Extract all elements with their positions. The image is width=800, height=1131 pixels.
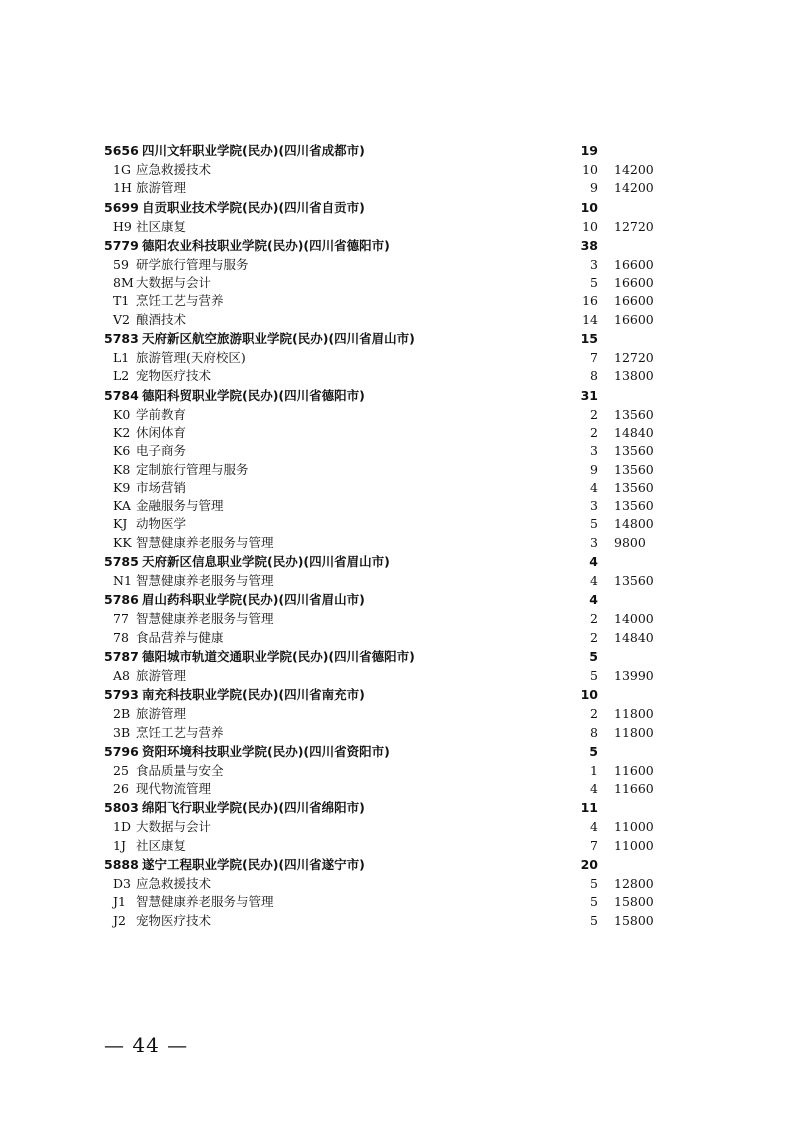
- major-tuition: 13800: [614, 368, 654, 384]
- major-row: [0, 256, 800, 274]
- major-row: [0, 179, 800, 197]
- major-row: [0, 274, 800, 292]
- major-tuition: 12720: [614, 350, 654, 366]
- major-row: [0, 762, 800, 780]
- school-row: [0, 198, 800, 218]
- major-tuition: 12800: [614, 876, 654, 892]
- major-code: 25: [113, 762, 129, 778]
- major-name: 食品质量与安全: [136, 762, 224, 778]
- major-name: 旅游管理: [136, 180, 187, 196]
- major-tuition: 13990: [614, 667, 654, 683]
- major-code: K9: [113, 479, 131, 495]
- school-plan-count: 5: [589, 648, 598, 664]
- major-plan-count: 3: [590, 443, 598, 459]
- major-tuition: 14840: [614, 424, 654, 440]
- major-code: L1: [113, 350, 130, 366]
- school-block: [0, 685, 800, 742]
- school-block: [0, 552, 800, 590]
- major-name: 宠物医疗技术: [136, 368, 212, 384]
- school-code: 5784: [104, 387, 139, 403]
- major-row: [0, 818, 800, 836]
- major-name: 休闲体育: [136, 424, 187, 440]
- school-row: [0, 647, 800, 667]
- school-block: [0, 141, 800, 198]
- school-code: 5796: [104, 743, 139, 759]
- major-row: [0, 424, 800, 442]
- major-plan-count: 4: [590, 819, 598, 835]
- major-row: [0, 572, 800, 590]
- school-block: [0, 647, 800, 685]
- school-code: 5787: [104, 648, 139, 664]
- major-row: [0, 912, 800, 930]
- major-tuition: 16600: [614, 256, 654, 272]
- major-name: 旅游管理: [136, 706, 187, 722]
- major-row: [0, 515, 800, 533]
- major-tuition: 9800: [614, 534, 646, 550]
- major-code: KJ: [113, 516, 128, 532]
- major-name: 酿酒技术: [136, 311, 187, 327]
- major-code: K0: [113, 406, 131, 422]
- school-name: 天府新区信息职业学院(民办)(四川省眉山市): [142, 554, 390, 570]
- major-tuition: 11000: [614, 819, 654, 835]
- major-row: [0, 837, 800, 855]
- major-tuition: 11000: [614, 837, 654, 853]
- major-code: KA: [113, 498, 131, 514]
- school-row: [0, 386, 800, 406]
- school-code: 5785: [104, 554, 139, 570]
- school-plan-count: 4: [589, 592, 598, 608]
- major-row: [0, 218, 800, 236]
- school-name: 德阳科贸职业学院(民办)(四川省德阳市): [142, 387, 365, 403]
- major-name: 大数据与会计: [136, 275, 212, 291]
- school-block: [0, 798, 800, 855]
- major-tuition: 13560: [614, 443, 654, 459]
- major-code: 1G: [113, 162, 131, 177]
- school-plan-count: 20: [580, 857, 598, 873]
- major-plan-count: 10: [582, 162, 598, 177]
- major-name: 烹饪工艺与营养: [136, 293, 224, 309]
- major-row: [0, 724, 800, 742]
- school-code: 5783: [104, 331, 139, 347]
- school-block: [0, 198, 800, 236]
- school-code: 5656: [104, 143, 139, 158]
- school-name: 资阳环境科技职业学院(民办)(四川省资阳市): [142, 743, 390, 759]
- major-code: N1: [113, 573, 132, 589]
- major-tuition: 11800: [614, 724, 654, 740]
- school-name: 南充科技职业学院(民办)(四川省南充市): [142, 687, 365, 703]
- major-code: 1D: [113, 819, 131, 835]
- major-tuition: 12720: [614, 218, 654, 234]
- major-plan-count: 7: [590, 350, 598, 366]
- major-code: L2: [113, 368, 130, 384]
- major-name: 社区康复: [136, 218, 187, 234]
- major-row: [0, 161, 800, 179]
- major-plan-count: 14: [582, 311, 598, 327]
- major-plan-count: 3: [590, 256, 598, 272]
- school-plan-count: 10: [580, 687, 598, 703]
- major-code: J1: [113, 894, 126, 910]
- school-code: 5793: [104, 687, 139, 703]
- major-row: [0, 479, 800, 497]
- school-row: [0, 552, 800, 572]
- school-row: [0, 590, 800, 610]
- major-code: 1H: [113, 180, 132, 196]
- school-block: [0, 329, 800, 386]
- major-tuition: 14200: [614, 180, 654, 196]
- major-name: 智慧健康养老服务与管理: [136, 894, 274, 910]
- major-plan-count: 16: [582, 293, 598, 309]
- major-plan-count: 2: [590, 629, 598, 645]
- major-name: 智慧健康养老服务与管理: [136, 611, 274, 627]
- major-row: [0, 349, 800, 367]
- major-row: [0, 629, 800, 647]
- major-name: 市场营销: [136, 479, 187, 495]
- major-plan-count: 7: [590, 837, 598, 853]
- major-name: 学前教育: [136, 406, 187, 422]
- major-name: 智慧健康养老服务与管理: [136, 534, 274, 550]
- school-block: [0, 742, 800, 799]
- major-plan-count: 3: [590, 534, 598, 550]
- major-code: K6: [113, 443, 131, 459]
- major-plan-count: 5: [590, 894, 598, 910]
- major-tuition: 15800: [614, 894, 654, 910]
- school-name: 自贡职业技术学院(民办)(四川省自贡市): [142, 199, 365, 215]
- major-name: 现代物流管理: [136, 781, 212, 797]
- major-name: 应急救援技术: [136, 876, 212, 892]
- school-name: 四川文轩职业学院(民办)(四川省成都市): [142, 143, 365, 158]
- major-row: [0, 610, 800, 628]
- major-name: 电子商务: [136, 443, 187, 459]
- major-name: 旅游管理: [136, 667, 187, 683]
- major-row: [0, 406, 800, 424]
- major-row: [0, 875, 800, 893]
- major-plan-count: 5: [590, 516, 598, 532]
- major-tuition: 16600: [614, 311, 654, 327]
- school-plan-count: 5: [589, 743, 598, 759]
- major-plan-count: 1: [590, 762, 598, 778]
- major-code: A8: [113, 667, 130, 683]
- school-row: [0, 685, 800, 705]
- major-tuition: 15800: [614, 912, 654, 928]
- school-block: [0, 590, 800, 647]
- major-plan-count: 10: [582, 218, 598, 234]
- school-plan-count: 38: [580, 237, 598, 253]
- major-name: 宠物医疗技术: [136, 912, 212, 928]
- major-plan-count: 9: [590, 180, 598, 196]
- major-name: 大数据与会计: [136, 819, 212, 835]
- major-plan-count: 2: [590, 424, 598, 440]
- school-code: 5699: [104, 199, 139, 215]
- major-row: [0, 367, 800, 385]
- major-code: H9: [113, 218, 132, 234]
- major-row: [0, 292, 800, 310]
- major-row: [0, 705, 800, 723]
- major-tuition: 16600: [614, 275, 654, 291]
- major-row: [0, 442, 800, 460]
- school-name: 德阳农业科技职业学院(民办)(四川省德阳市): [142, 237, 390, 253]
- school-name: 德阳城市轨道交通职业学院(民办)(四川省德阳市): [142, 648, 415, 664]
- school-plan-count: 19: [580, 143, 598, 158]
- school-name: 绵阳飞行职业学院(民办)(四川省绵阳市): [142, 800, 365, 816]
- major-tuition: 13560: [614, 573, 654, 589]
- school-block: [0, 236, 800, 329]
- major-plan-count: 5: [590, 876, 598, 892]
- major-plan-count: 2: [590, 611, 598, 627]
- school-row: [0, 329, 800, 349]
- major-plan-count: 4: [590, 573, 598, 589]
- school-code: 5779: [104, 237, 139, 253]
- major-name: 智慧健康养老服务与管理: [136, 573, 274, 589]
- major-name: 动物医学: [136, 516, 187, 532]
- major-code: 3B: [113, 724, 131, 740]
- major-row: [0, 893, 800, 911]
- major-plan-count: 5: [590, 667, 598, 683]
- major-tuition: 13560: [614, 498, 654, 514]
- school-block: [0, 855, 800, 930]
- major-name: 烹饪工艺与营养: [136, 724, 224, 740]
- major-tuition: 11660: [614, 781, 654, 797]
- major-row: [0, 461, 800, 479]
- major-name: 食品营养与健康: [136, 629, 224, 645]
- enrollment-plan-list: [0, 141, 800, 930]
- major-plan-count: 3: [590, 498, 598, 514]
- major-name: 金融服务与管理: [136, 498, 224, 514]
- school-plan-count: 31: [580, 387, 598, 403]
- major-row: [0, 534, 800, 552]
- major-code: 77: [113, 611, 129, 627]
- page-number: — 44 —: [104, 1033, 189, 1057]
- major-row: [0, 311, 800, 329]
- major-plan-count: 8: [590, 368, 598, 384]
- major-code: 8M: [113, 275, 134, 291]
- major-tuition: 13560: [614, 461, 654, 477]
- major-row: [0, 667, 800, 685]
- major-code: V2: [113, 311, 130, 327]
- school-row: [0, 855, 800, 875]
- major-code: 59: [113, 256, 129, 272]
- school-row: [0, 236, 800, 256]
- school-name: 眉山药科职业学院(民办)(四川省眉山市): [142, 592, 365, 608]
- major-plan-count: 4: [590, 781, 598, 797]
- major-name: 应急救援技术: [136, 162, 212, 177]
- major-code: K8: [113, 461, 131, 477]
- major-tuition: 14800: [614, 516, 654, 532]
- major-plan-count: 4: [590, 479, 598, 495]
- major-plan-count: 2: [590, 706, 598, 722]
- major-plan-count: 2: [590, 406, 598, 422]
- major-code: KK: [113, 534, 132, 550]
- major-row: [0, 780, 800, 798]
- school-plan-count: 10: [580, 199, 598, 215]
- major-tuition: 13560: [614, 479, 654, 495]
- major-code: 2B: [113, 706, 131, 722]
- school-name: 遂宁工程职业学院(民办)(四川省遂宁市): [142, 857, 365, 873]
- school-name: 天府新区航空旅游职业学院(民办)(四川省眉山市): [142, 331, 415, 347]
- major-code: T1: [113, 293, 130, 309]
- major-tuition: 11800: [614, 706, 654, 722]
- major-code: 26: [113, 781, 129, 797]
- school-row: [0, 742, 800, 762]
- major-plan-count: 5: [590, 275, 598, 291]
- major-tuition: 16600: [614, 293, 654, 309]
- school-plan-count: 15: [580, 331, 598, 347]
- major-code: 78: [113, 629, 129, 645]
- major-plan-count: 5: [590, 912, 598, 928]
- major-name: 旅游管理(天府校区): [136, 350, 246, 366]
- major-name: 社区康复: [136, 837, 187, 853]
- major-tuition: 11600: [614, 762, 654, 778]
- school-plan-count: 4: [589, 554, 598, 570]
- major-tuition: 14840: [614, 629, 654, 645]
- major-code: 1J: [113, 837, 126, 853]
- school-code: 5786: [104, 592, 139, 608]
- school-code: 5803: [104, 800, 139, 816]
- school-row: [0, 798, 800, 818]
- major-plan-count: 9: [590, 461, 598, 477]
- major-name: 研学旅行管理与服务: [136, 256, 249, 272]
- major-name: 定制旅行管理与服务: [136, 461, 249, 477]
- school-plan-count: 11: [580, 800, 598, 816]
- major-tuition: 14000: [614, 611, 654, 627]
- school-block: [0, 386, 800, 552]
- major-row: [0, 497, 800, 515]
- major-code: K2: [113, 424, 131, 440]
- major-tuition: 13560: [614, 406, 654, 422]
- major-tuition: 14200: [614, 162, 654, 177]
- major-plan-count: 8: [590, 724, 598, 740]
- school-row: [0, 141, 800, 161]
- major-code: J2: [113, 912, 126, 928]
- major-code: D3: [113, 876, 131, 892]
- school-code: 5888: [104, 857, 139, 873]
